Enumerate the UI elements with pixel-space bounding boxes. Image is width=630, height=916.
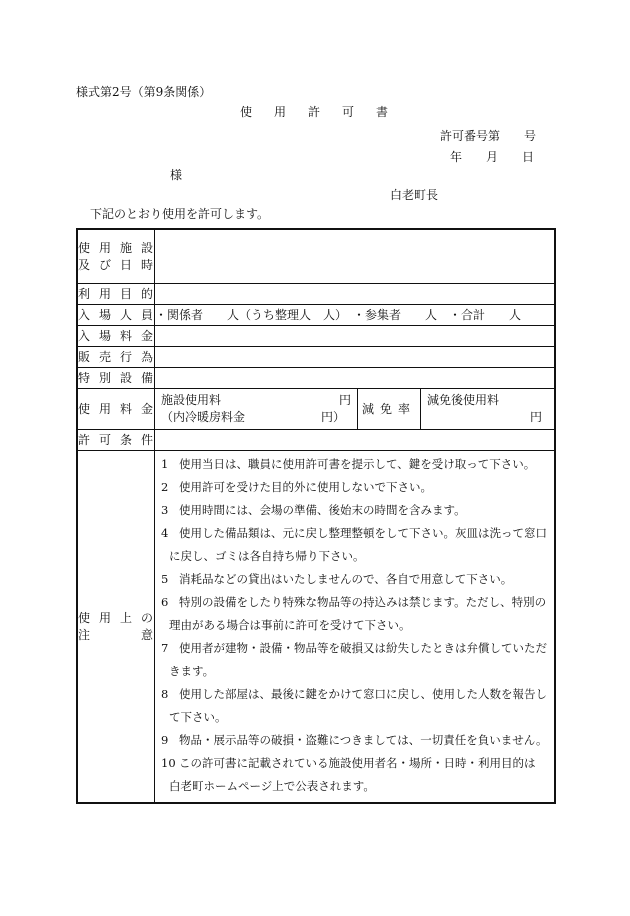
note-item (161, 568, 548, 591)
note-item (161, 683, 548, 729)
issue-date: 年 月 日 (450, 150, 535, 164)
note-text: 消耗品などの貸出はいたしませんので、各自で用意して下さい。 (179, 571, 513, 586)
row-sales (77, 346, 555, 367)
addressee: 様 (170, 168, 183, 182)
title-char: 可 (342, 105, 355, 119)
facility-fee-label: 施設使用料 (161, 392, 222, 407)
note-text: 使用当日は、職員に使用許可書を提示して、鍵を受け取って下さい。 (179, 456, 536, 471)
label-special: 特別設備 (77, 367, 155, 388)
row-conditions (77, 429, 555, 450)
title-char: 許 (308, 105, 321, 119)
note-item (161, 476, 548, 499)
note-text: 使用許可を受けた目的外に使用しないで下さい。 (179, 479, 432, 494)
label-attendance: 入場人員 (77, 304, 155, 325)
discount-rate-label: 減免率 (358, 389, 421, 429)
note-text: 物品・展示品等の破損・盗難につきましては、一切責任を負いません。 (179, 732, 548, 747)
value-sales[interactable] (155, 346, 556, 367)
permit-number: 許可番号第 号 (440, 129, 537, 143)
note-text: この許可書に記載されている施設使用者名・場所・日時・利用目的は (179, 755, 536, 770)
notes-list (155, 451, 554, 802)
label-admission: 入場料金 (77, 325, 155, 346)
yen-unit: 円 (529, 409, 542, 424)
title-char: 用 (274, 105, 287, 119)
note-text: 特別の設備をしたり特殊な物品等の持込みは禁じます。ただし、特別の (179, 594, 547, 609)
value-purpose[interactable] (155, 283, 556, 304)
label-facility: 使用施設 及び日時 (77, 229, 155, 283)
yen-unit: 円 (338, 392, 351, 407)
note-continuation: て下さい。 (169, 709, 227, 724)
intro-text: 下記のとおり使用を許可します。 (90, 207, 270, 221)
value-fee (155, 388, 556, 429)
note-number: 4 (161, 525, 169, 540)
note-number: 6 (161, 594, 169, 609)
issuer: 白老町長 (390, 188, 439, 202)
title-char: 書 (376, 105, 389, 119)
note-number: 7 (161, 640, 169, 655)
note-item (161, 752, 548, 798)
label-sales: 販売行為 (77, 346, 155, 367)
value-facility[interactable] (155, 229, 556, 283)
after-discount-label: 減免後使用料 (427, 392, 500, 407)
note-number: 9 (161, 732, 169, 747)
row-facility (77, 229, 555, 283)
value-conditions[interactable] (155, 429, 556, 450)
note-text: 使用時間には、会場の準備、後始末の時間を含みます。 (179, 502, 466, 517)
row-attendance (77, 304, 555, 325)
label-conditions: 許可条件 (77, 429, 155, 450)
label-notes: 使用上の 注 意 (77, 450, 155, 803)
row-admission (77, 325, 555, 346)
note-continuation: 理由がある場合は事前に許可を受けて下さい。 (169, 617, 411, 632)
document-title (240, 103, 410, 120)
note-continuation: 白老町ホームページ上で公表されます。 (169, 778, 375, 793)
note-number: 10 (161, 755, 176, 770)
after-discount-cell[interactable] (421, 389, 554, 429)
note-item (161, 522, 548, 568)
yen-unit: 円） (320, 409, 345, 424)
note-number: 8 (161, 686, 169, 701)
value-special[interactable] (155, 367, 556, 388)
aircon-fee-label: （内冷暖房料金 (161, 409, 246, 424)
row-notes (77, 450, 555, 803)
title-char: 使 (240, 105, 253, 119)
note-continuation: きます。 (169, 663, 215, 678)
note-number: 1 (161, 456, 169, 471)
form-number: 様式第2号（第9条関係） (76, 85, 212, 99)
note-item (161, 637, 548, 683)
note-item (161, 453, 548, 476)
value-notes (155, 450, 556, 803)
facility-fee-cell[interactable] (155, 389, 358, 429)
row-purpose (77, 283, 555, 304)
label-fee: 使用料金 (77, 388, 155, 429)
note-text: 使用者が建物・設備・物品等を破損又は紛失したときは弁償していただ (179, 640, 547, 655)
value-admission[interactable] (155, 325, 556, 346)
row-fee (77, 388, 555, 429)
note-item (161, 499, 548, 522)
note-number: 3 (161, 502, 169, 517)
note-text: 使用した備品類は、元に戻し整理整頓をして下さい。灰皿は洗って窓口 (179, 525, 547, 540)
value-attendance[interactable]: ・関係者 人（うち整理人 人） ・参集者 人 ・合計 人 (155, 304, 556, 325)
permit-table (76, 228, 556, 804)
label-purpose: 利用目的 (77, 283, 155, 304)
note-item (161, 591, 548, 637)
note-number: 5 (161, 571, 169, 586)
note-continuation: に戻し、ゴミは各自持ち帰り下さい。 (169, 548, 365, 563)
row-special (77, 367, 555, 388)
note-text: 使用した部屋は、最後に鍵をかけて窓口に戻し、使用した人数を報告し (179, 686, 547, 701)
note-item (161, 729, 548, 752)
note-number: 2 (161, 479, 169, 494)
